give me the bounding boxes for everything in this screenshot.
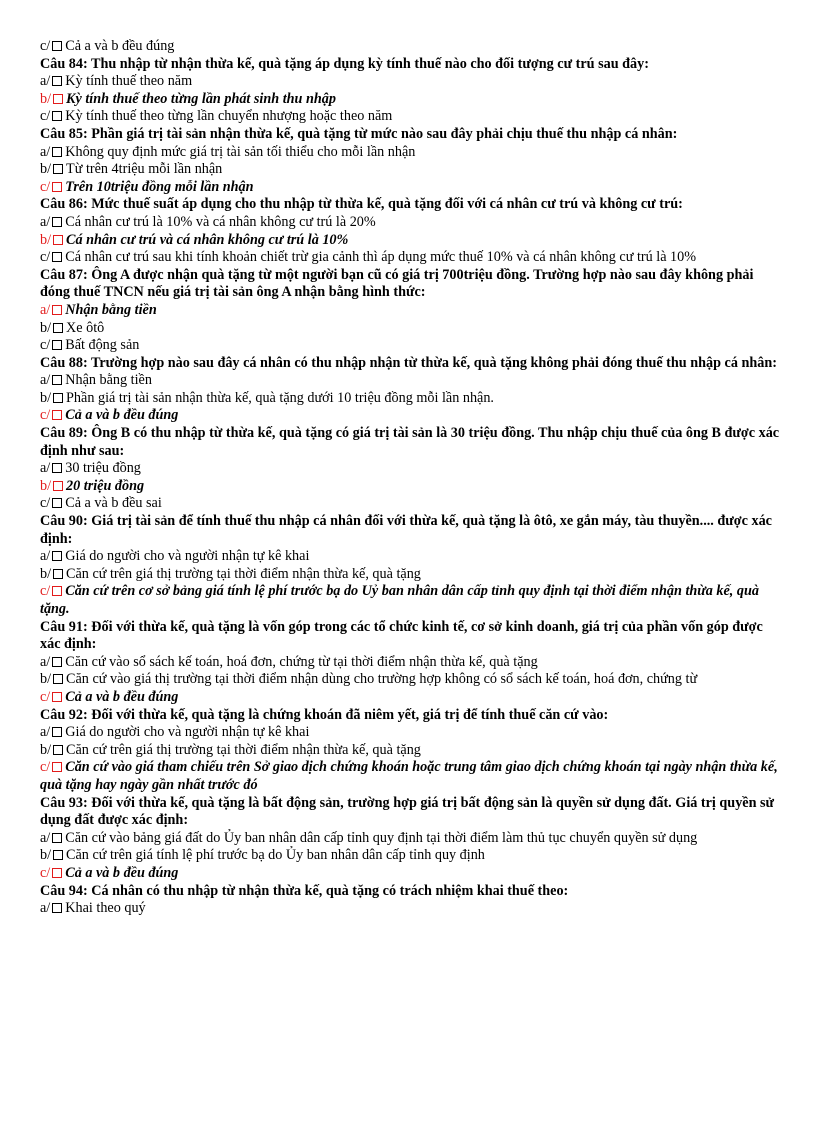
answer-option (40, 830, 782, 848)
option-letter: a/ (40, 829, 51, 846)
answer-option (40, 337, 782, 355)
option-letter: c/ (40, 688, 51, 705)
answer-option (40, 144, 782, 162)
option-letter: b/ (40, 161, 52, 178)
option-letter: a/ (40, 213, 51, 230)
answer-option (40, 495, 782, 513)
option-text: Bất động sản (65, 337, 140, 354)
option-letter: a/ (40, 301, 51, 318)
checkbox-icon (52, 586, 62, 596)
answer-option (40, 73, 782, 91)
checkbox-icon (52, 903, 62, 913)
option-text: Cá nhân cư trú sau khi tính khoản chiết trừ gia cảnh thì áp dụng mức thuế 10% và cá nhân không cư trú là 10% (65, 249, 697, 266)
option-text: Căn cứ trên giá thị trường tại thời điểm nhận thừa kế, quà tặng (66, 741, 421, 758)
option-text: Cá nhân cư trú là 10% và cá nhân không cư trú là 20% (65, 213, 376, 230)
option-text: Cả a và b đều đúng (65, 688, 179, 705)
answer-option-correct (40, 583, 782, 618)
option-letter: a/ (40, 460, 51, 477)
checkbox-icon (52, 868, 62, 878)
option-letter: b/ (40, 565, 52, 582)
option-letter: c/ (40, 407, 51, 424)
option-text: Giá do người cho và người nhận tự kê khai (65, 724, 310, 741)
option-letter: b/ (40, 477, 52, 494)
question-text: Câu 94: Cá nhân có thu nhập từ nhận thừa kế, quà tặng có trách nhiệm khai thuế theo: (40, 882, 569, 899)
checkbox-icon (52, 217, 62, 227)
question-text: Câu 93: Đối với thừa kế, quà tặng là bất động sản, trường hợp giá trị bất động sản là quyền sử dụng đất. Giá trị quyền sử dụng đất được xác định: (40, 794, 775, 829)
option-letter: b/ (40, 847, 52, 864)
checkbox-icon (53, 393, 63, 403)
checkbox-icon (52, 727, 62, 737)
answer-option (40, 566, 782, 584)
checkbox-icon (52, 76, 62, 86)
answer-option (40, 249, 782, 267)
answer-option (40, 320, 782, 338)
option-text: Kỳ tính thuế theo từng lần phát sinh thu nhập (66, 90, 336, 107)
option-text: 30 triệu đồng (65, 460, 141, 477)
option-text: Xe ôtô (66, 319, 105, 336)
option-letter: a/ (40, 73, 51, 90)
question-text: Câu 91: Đối với thừa kế, quà tặng là vốn góp trong các tổ chức kinh tế, cơ sở kinh doanh, giá trị của phần vốn góp được xác định: (40, 618, 763, 653)
question-text: Câu 89: Ông B có thu nhập từ thừa kế, quà tặng có giá trị tài sản là 30 triệu đồng. Thu nhập chịu thuế của ông B được xác định như sau: (40, 425, 780, 459)
option-letter: a/ (40, 372, 51, 389)
answer-option-correct (40, 478, 782, 496)
option-text: Cả a và b đều sai (65, 495, 162, 512)
option-letter: c/ (40, 495, 51, 512)
checkbox-icon (52, 252, 62, 262)
answer-option (40, 372, 782, 390)
option-letter: c/ (40, 864, 51, 881)
answer-option (40, 742, 782, 760)
option-text: Cả a và b đều đúng (65, 38, 175, 54)
option-letter: a/ (40, 548, 51, 565)
answer-option (40, 460, 782, 478)
answer-option-correct (40, 865, 782, 883)
checkbox-icon (53, 235, 63, 245)
answer-option (40, 214, 782, 232)
option-text: Kỳ tính thuế theo từng lần chuyển nhượng hoặc theo năm (65, 108, 393, 125)
checkbox-icon (53, 94, 63, 104)
option-text: Căn cứ vào bảng giá đất do Ủy ban nhân dân cấp tỉnh quy định tại thời điểm làm thủ tục chuyển quyền sử dụng (65, 829, 698, 846)
option-text: Phần giá trị tài sản nhận thừa kế, quà tặng dưới 10 triệu đồng mỗi lần nhận. (66, 389, 494, 406)
answer-option (40, 390, 782, 408)
option-letter: b/ (40, 741, 52, 758)
option-text: Khai theo quý (65, 900, 146, 917)
option-letter: c/ (40, 38, 51, 54)
answer-option-correct (40, 759, 782, 794)
checkbox-icon (52, 463, 62, 473)
answer-option (40, 654, 782, 672)
option-text: Trên 10triệu đồng mỗi lần nhận (65, 178, 254, 195)
option-text: Cả a và b đều đúng (65, 407, 179, 424)
checkbox-icon (52, 551, 62, 561)
option-letter: b/ (40, 671, 52, 688)
checkbox-icon (53, 481, 63, 491)
option-text: Căn cứ vào giá thị trường tại thời điểm nhận dùng cho trường hợp không có sổ sách kế toán, hoá đơn, chứng từ (66, 671, 698, 688)
answer-option-correct (40, 689, 782, 707)
option-text: Căn cứ vào giá tham chiếu trên Sở giao dịch chứng khoán hoặc trung tâm giao dịch chứng khoán tại ngày nhận thừa kế, quà tặng hay ngày gần nhất trước đó (40, 759, 778, 793)
option-letter: c/ (40, 108, 51, 125)
option-letter: a/ (40, 724, 51, 741)
checkbox-icon (52, 375, 62, 385)
checkbox-icon (52, 498, 62, 508)
checkbox-icon (52, 111, 62, 121)
option-letter: b/ (40, 389, 52, 406)
answer-option (40, 671, 782, 689)
checkbox-icon (53, 164, 63, 174)
option-text: Căn cứ trên cơ sở bảng giá tính lệ phí trước bạ do Uỷ ban nhân dân cấp tỉnh quy định tại thời điểm nhận thừa kế, quà tặng. (40, 583, 759, 617)
checkbox-icon (53, 850, 63, 860)
option-letter: c/ (40, 583, 51, 600)
option-letter: c/ (40, 249, 51, 266)
option-text: Căn cứ trên giá thị trường tại thời điểm nhận thừa kế, quà tặng (66, 565, 421, 582)
option-letter: a/ (40, 900, 51, 917)
option-letter: a/ (40, 143, 51, 160)
question-text: Câu 86: Mức thuế suất áp dụng cho thu nhập từ thừa kế, quà tặng đối với cá nhân cư trú và không cư trú: (40, 196, 683, 213)
question-text: Câu 90: Giá trị tài sản để tính thuế thu nhập cá nhân đối với thừa kế, quà tặng là ôtô, xe gắn máy, tàu thuyền.... được xác định: (40, 513, 772, 547)
document-page (40, 38, 782, 918)
option-letter: c/ (40, 178, 51, 195)
option-letter: c/ (40, 337, 51, 354)
answer-option (40, 108, 782, 126)
question-text: Câu 84: Thu nhập từ nhận thừa kế, quà tặng áp dụng kỳ tính thuế nào cho đối tượng cư trú sau đây: (40, 55, 649, 72)
option-letter: b/ (40, 319, 52, 336)
checkbox-icon (52, 147, 62, 157)
question-text: Câu 92: Đối với thừa kế, quà tặng là chứng khoán đã niêm yết, giá trị để tính thuế căn cứ vào: (40, 706, 609, 723)
checkbox-icon (53, 674, 63, 684)
answer-option-correct (40, 407, 782, 425)
answer-option (40, 847, 782, 865)
answer-option (40, 161, 782, 179)
answer-option-correct (40, 232, 782, 250)
option-text: Nhận bằng tiền (65, 301, 157, 318)
question-text: Câu 85: Phần giá trị tài sản nhận thừa kế, quà tặng từ mức nào sau đây phải chịu thuế thu nhập cá nhân: (40, 125, 678, 142)
answer-option (40, 548, 782, 566)
option-letter: b/ (40, 90, 52, 107)
answer-option (40, 38, 782, 56)
checkbox-icon (52, 657, 62, 667)
checkbox-icon (52, 410, 62, 420)
answer-option (40, 900, 782, 918)
checkbox-icon (52, 762, 62, 772)
checkbox-icon (52, 692, 62, 702)
checkbox-icon (53, 569, 63, 579)
checkbox-icon (52, 305, 62, 315)
option-text: Từ trên 4triệu mỗi lần nhận (66, 161, 223, 178)
option-text: Không quy định mức giá trị tài sản tối thiểu cho mỗi lần nhận (65, 143, 416, 160)
option-text: Cả a và b đều đúng (65, 864, 179, 881)
answer-option-correct (40, 179, 782, 197)
checkbox-icon (53, 323, 63, 333)
option-text: Căn cứ vào sổ sách kế toán, hoá đơn, chứng từ tại thời điểm nhận thừa kế, quà tặng (65, 653, 538, 670)
checkbox-icon (52, 182, 62, 192)
answer-option (40, 724, 782, 742)
option-text: 20 triệu đồng (66, 477, 145, 494)
checkbox-icon (52, 833, 62, 843)
question-text: Câu 88: Trường hợp nào sau đây cá nhân có thu nhập nhận từ thừa kế, quà tặng không phải đóng thuế thu nhập cá nhân: (40, 354, 777, 371)
option-text: Căn cứ trên giá tính lệ phí trước bạ do Ủy ban nhân dân cấp tỉnh quy định (66, 847, 485, 864)
checkbox-icon (52, 41, 62, 51)
checkbox-icon (53, 745, 63, 755)
option-text: Giá do người cho và người nhận tự kê khai (65, 548, 310, 565)
option-letter: c/ (40, 759, 51, 776)
option-text: Nhận bằng tiền (65, 372, 152, 389)
option-letter: b/ (40, 231, 52, 248)
answer-option-correct (40, 302, 782, 320)
answer-option-correct (40, 91, 782, 109)
option-text: Kỳ tính thuế theo năm (65, 73, 193, 90)
option-letter: a/ (40, 653, 51, 670)
question-text: Câu 87: Ông A được nhận quà tặng từ một người bạn cũ có giá trị 700triệu đồng. Trường hợp nào sau đây không phải đóng thuế TNCN nếu giá trị tài sản ông A nhận bằng hình thức: (40, 266, 754, 301)
option-text: Cá nhân cư trú và cá nhân không cư trú là 10% (66, 231, 349, 248)
checkbox-icon (52, 340, 62, 350)
